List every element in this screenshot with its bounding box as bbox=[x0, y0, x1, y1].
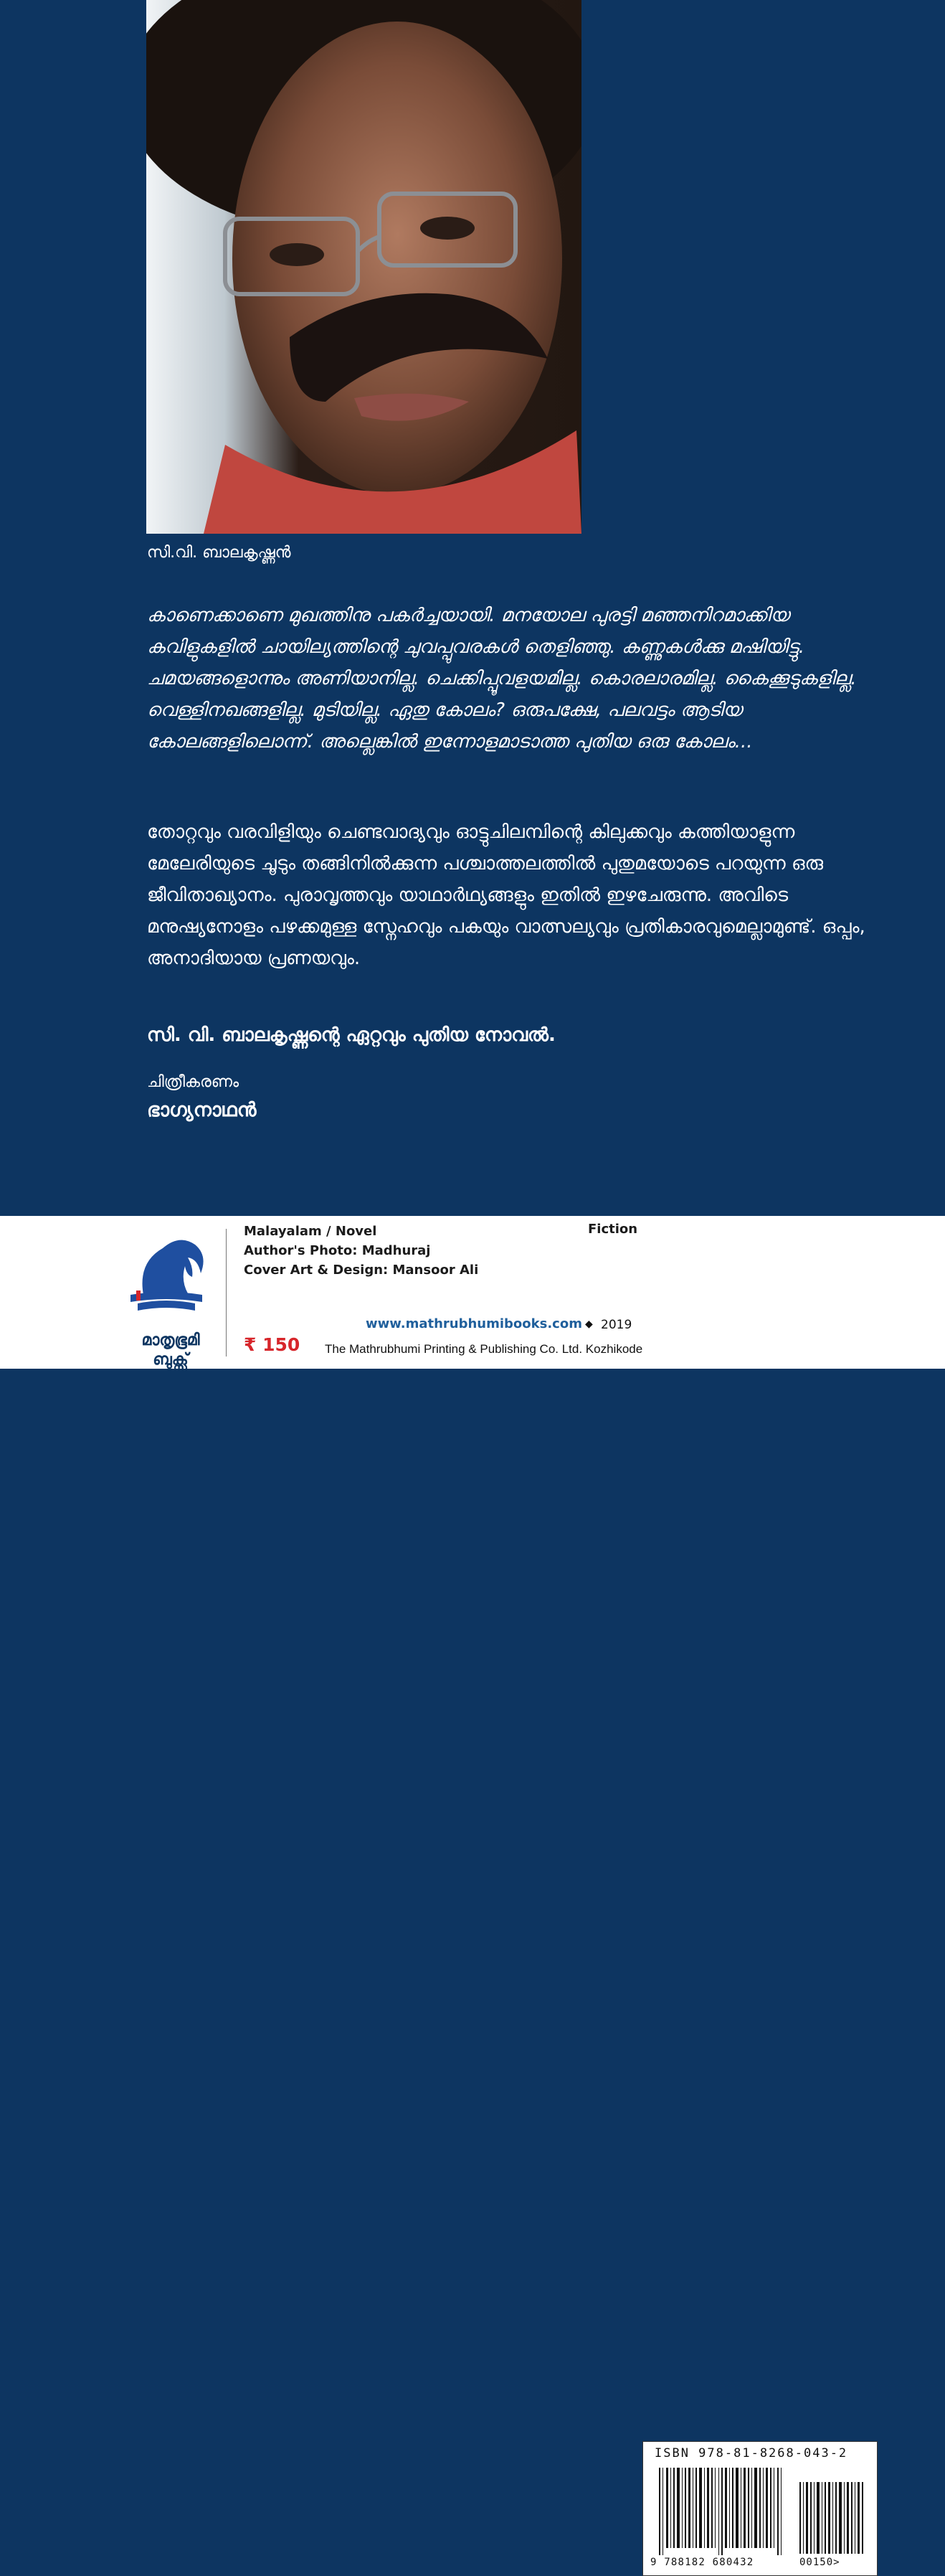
price-code: 00150> bbox=[799, 2557, 840, 2568]
publisher-logo-line1: മാതൃഭൂമി bbox=[141, 1331, 200, 1349]
author-caption: സി.വി. ബാലകൃഷ്ണൻ bbox=[147, 544, 291, 562]
publisher-logo-line2: ബുക്സ് bbox=[153, 1351, 189, 1369]
barcode-digits: 9 788182 680432 bbox=[650, 2557, 754, 2568]
barcode-bars bbox=[659, 2468, 788, 2555]
genre: Fiction bbox=[588, 1222, 638, 1237]
website-link[interactable]: www.mathrubhumibooks.com bbox=[366, 1316, 582, 1331]
price-barcode-bars bbox=[799, 2482, 864, 2554]
blurb-paragraph: തോറ്റവും വരവിളിയും ചെണ്ടവാദ്യവും ഓട്ടുചിലമ്പിന്റെ കിലുക്കവും കത്തിയാളുന്ന മേലേരിയുടെ ചൂടും തങ്ങിനിൽക്കുന്ന പശ്ചാത്തലത്തിൽ പുതുമയോടെ പറയുന്ന ഒരു ജീവിതാഖ്യാനം. പുരാവൃത്തവും യാഥാർഥ്യങ്ങളും ഇതിൽ ഇഴചേരുന്നു. അവിടെ മനുഷ്യനോളം പഴക്കമുള്ള സ്നേഹവും പകയും വാത്സല്യവും പ്രതികാരവുമെല്ലാമുണ്ട്. ഒപ്പം, അനാദിയായ പ്രണയവും. bbox=[147, 821, 865, 969]
author-photo bbox=[146, 0, 581, 534]
category: Malayalam / Novel bbox=[244, 1224, 377, 1239]
illustration-label: ചിത്രീകരണം bbox=[147, 1073, 239, 1091]
year: 2019 bbox=[601, 1318, 632, 1332]
publisher-name: The Mathrubhumi Printing & Publishing Co. Ltd. Kozhikode bbox=[325, 1342, 643, 1356]
blurb-tagline: സി. വി. ബാലകൃഷ്ണന്റെ ഏറ്റവും പുതിയ നോവൽ. bbox=[147, 1024, 556, 1046]
diamond-separator-icon: ◆ bbox=[585, 1318, 593, 1330]
author-portrait-illustration bbox=[146, 0, 581, 534]
blurb-italic-paragraph: കാണെക്കാണെ മുഖത്തിനു പകർച്ചയായി. മനയോല പുരട്ടി മഞ്ഞനിറമാക്കിയ കവിളുകളിൽ ചായില്യത്തിന്റെ ചുവപ്പുവരകൾ തെളിഞ്ഞു. കണ്ണുകൾക്കു മഷിയിട്ടു. ചമയങ്ങളൊന്നും അണിയാനില്ല. ചെക്കിപ്പൂവളയമില്ല. കൊരലാരമില്ല. കൈക്കൂടുകളില്ല. വെള്ളിനഖങ്ങളില്ല. മുടിയില്ല. ഏതു കോലം? ഒരുപക്ഷേ, പലവട്ടം ആടിയ കോലങ്ങളിലൊന്ന്. അല്ലെങ്കിൽ ഇന്നോളമാടാത്ത പുതിയ ഒരു കോലം... bbox=[147, 605, 857, 752]
divider bbox=[226, 1229, 227, 1357]
barcode bbox=[642, 2441, 878, 2576]
price: ₹ 150 bbox=[244, 1334, 300, 1355]
photo-credit: Author's Photo: Madhuraj bbox=[244, 1243, 431, 1258]
design-credit: Cover Art & Design: Mansoor Ali bbox=[244, 1263, 479, 1278]
isbn: ISBN 978-81-8268-043-2 bbox=[655, 2446, 848, 2461]
illustrator-name: ഭാഗ്യനാഥൻ bbox=[147, 1099, 257, 1121]
